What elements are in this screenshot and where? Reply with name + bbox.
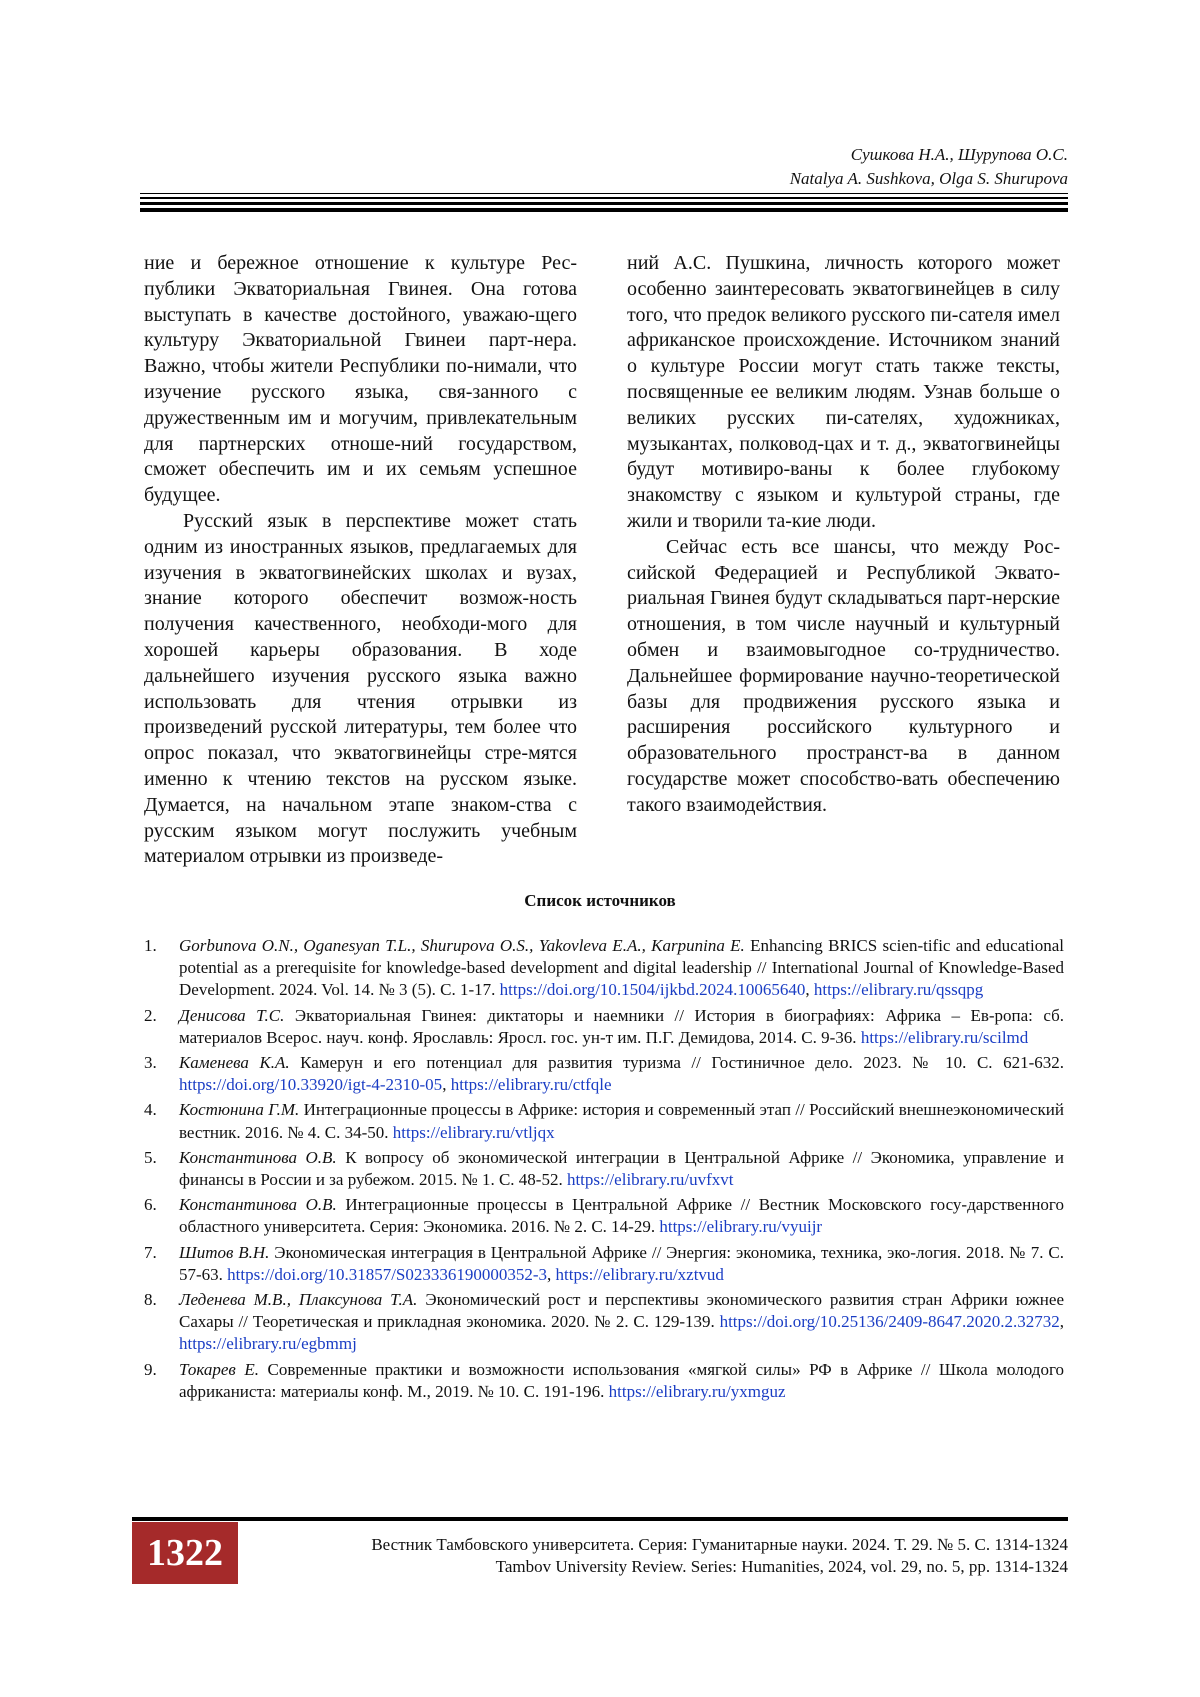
reference-number: 4.	[144, 1100, 157, 1120]
reference-item	[144, 935, 1064, 1002]
reference-text: Экономический рост и перспективы экономического развития стран Африки южнее Сахары // Теоретическая и прикладная экономика. 2020. № 2. С. 129-139.	[179, 1290, 1064, 1332]
reference-separator: ,	[442, 1075, 451, 1095]
reference-item	[144, 1242, 1064, 1286]
journal-en: Tambov University Review. Series: Humanities, 2024, vol. 29, no. 5, pp. 1314-1324	[495, 1557, 1068, 1576]
reference-text: Экваториальная Гвинея: диктаторы и наемники // История в биографиях: Африка – Ев-ропа: сб. материалов Всерос. науч. конф. Ярославль: Яросл. гос. ун-т им. П.Г. Демидова, 2014. С. 9-36.	[179, 1005, 1064, 1047]
reference-item	[144, 1147, 1064, 1191]
reference-link[interactable]: https://doi.org/10.1504/ijkbd.2024.10065640	[499, 980, 806, 1000]
reference-author: Леденева М.В., Плаксунова Т.А.	[179, 1290, 418, 1310]
reference-text: Enhancing BRICS scien-tific and educational potential as a prerequisite for knowledge-based development and digital leadership // International Journal of Knowledge-Based Development. 2024. Vol. 14. № 3 (5). С. 1-17.	[179, 936, 1064, 1000]
reference-item	[144, 1005, 1064, 1049]
reference-text: Экономическая интеграция в Центральной Африке // Энергия: экономика, техника, эко-логия. 2018. № 7. С. 57-63.	[179, 1242, 1064, 1284]
left-column	[144, 251, 577, 870]
body-paragraph: Русский язык в перспективе может стать одним из иностранных языков, предлагаемых для изучения в экватогвинейских школах и вузах, знание которого обеспечит возмож-ность получения качественного, необходи-мого для хорошей карьеры образования. В ходе дальнейшего изучения русского языка важно использовать для чтения отрывки из произведений русской литературы, тем более что опрос показал, что экватогвинейцы стре-мятся именно к чтению текстов на русском языке. Думается, на начальном этапе знаком-ства с русским языком могут послужить учебным материалом отрывки из произведе-	[144, 509, 577, 868]
reference-author: Константинова О.В.	[179, 1147, 337, 1167]
reference-item	[144, 1359, 1064, 1403]
reference-separator: ,	[1059, 1312, 1064, 1332]
reference-text: Интеграционные процессы в Центральной Африке // Вестник Московского госу-дарственного областного университета. Серия: Экономика. 2016. № 2. С. 14-29.	[179, 1195, 1064, 1237]
reference-text: Камерун и его потенциал для развития туризма // Гостиничное дело. 2023. № 10. С. 621-632.	[289, 1053, 1064, 1073]
reference-author: Константинова О.В.	[179, 1195, 337, 1215]
body-paragraph: ние и бережное отношение к культуре Рес-публики Экваториальная Гвинея. Она готова выступать в качестве достойного, уважаю-щего культуру Экваториальной Гвинеи парт-нера. Важно, чтобы жители Республики по-нимали, что изучение русского языка, свя-занного с дружественным им и могучим, привлекательным для партнерских отноше-ний государством, сможет обеспечить им и их семьям успешное будущее.	[144, 252, 577, 507]
header-authors-en: Natalya A. Sushkova, Olga S. Shurupova	[789, 169, 1068, 188]
reference-number: 9.	[144, 1359, 157, 1379]
header-authors-ru: Сушкова Н.А., Шурупова О.С.	[850, 145, 1068, 164]
reference-link[interactable]: https://elibrary.ru/egbmmj	[179, 1334, 357, 1354]
page-number: 1322	[132, 1522, 238, 1584]
footer-rule	[132, 1517, 1068, 1521]
running-header	[790, 143, 1068, 191]
references-title: Список источников	[524, 891, 676, 910]
reference-text: К вопросу об экономической интеграции в Центральной Африке // Экономика, управление и финансы в России и за рубежом. 2015. № 1. С. 48-52.	[179, 1147, 1064, 1190]
reference-item	[144, 1099, 1064, 1143]
references-list	[144, 935, 1064, 1406]
reference-link[interactable]: https://elibrary.ru/scilmd	[860, 1027, 1029, 1047]
reference-link[interactable]: https://elibrary.ru/xztvud	[555, 1264, 724, 1284]
right-column	[627, 251, 1060, 819]
reference-item	[144, 1289, 1064, 1356]
reference-link[interactable]: https://doi.org/10.33920/igt-4-2310-05	[179, 1075, 443, 1095]
reference-author: Gorbunova O.N., Oganesyan T.L., Shurupova O.S., Yakovleva E.A., Karpunina E.	[179, 936, 745, 955]
footer-journal	[371, 1534, 1068, 1578]
reference-link[interactable]: https://elibrary.ru/uvfxvt	[566, 1170, 734, 1190]
reference-separator: ,	[805, 980, 814, 1000]
reference-text: Интеграционные процессы в Африке: история и современный этап // Российский внешнеэкономический вестник. 2016. № 4. С. 34-50.	[179, 1100, 1065, 1142]
reference-author: Шитов В.Н.	[179, 1242, 270, 1262]
reference-number: 2.	[144, 1005, 157, 1025]
reference-number: 7.	[144, 1242, 157, 1262]
reference-item	[144, 1052, 1064, 1096]
journal-ru: Вестник Тамбовского университета. Серия: Гуманитарные науки. 2024. Т. 29. № 5. С. 1314-1324	[371, 1535, 1068, 1554]
reference-number: 1.	[144, 936, 157, 955]
reference-separator: ,	[547, 1264, 556, 1284]
reference-author: Денисова Т.С.	[179, 1005, 285, 1025]
reference-link[interactable]: https://elibrary.ru/vtljqx	[392, 1122, 555, 1142]
reference-link[interactable]: https://elibrary.ru/vyuijr	[659, 1217, 823, 1237]
body-paragraph: Сейчас есть все шансы, что между Рос-сийской Федерацией и Республикой Эквато-риальная Гвинея будут складываться парт-нерские отношения, в том числе научный и культурный обмен и взаимовыгодное со-трудничество. Дальнейшее формирование научно-теоретической базы для продвижения русского языка и расширения российского культурного и образовательного пространст-ва в данном государстве может способство-вать обеспечению такого взаимодействия.	[627, 535, 1060, 816]
body-paragraph: ний А.С. Пушкина, личность которого может особенно заинтересовать экватогвинейцев в силу того, что предок великого русского пи-сателя имел африканское происхождение. Источником знаний о культуре России могут стать также тексты, посвященные ее великим людям. Узнав больше о великих русских пи-сателях, художниках, музыкантах, полковод-цах и т. д., экватогвинейцы будут мотивиро-ваны к более глубокому знакомству с языком и культурой страны, где жили и творили та-кие люди.	[627, 252, 1060, 532]
reference-link[interactable]: https://doi.org/10.31857/S023336190000352-3	[227, 1264, 548, 1284]
reference-author: Костюнина Г.М.	[179, 1100, 300, 1120]
reference-number: 6.	[144, 1195, 157, 1215]
reference-link[interactable]: https://elibrary.ru/qssqpg	[813, 980, 984, 1000]
reference-number: 8.	[144, 1290, 157, 1310]
reference-link[interactable]: https://doi.org/10.25136/2409-8647.2020.2.32732	[719, 1312, 1060, 1332]
reference-link[interactable]: https://elibrary.ru/yxmguz	[608, 1381, 786, 1401]
reference-number: 3.	[144, 1053, 157, 1073]
reference-item	[144, 1194, 1064, 1238]
reference-author: Каменева К.А.	[179, 1053, 290, 1073]
header-rules	[140, 193, 1068, 215]
reference-number: 5.	[144, 1147, 157, 1167]
reference-link[interactable]: https://elibrary.ru/ctfqle	[450, 1075, 612, 1095]
reference-text: Современные практики и возможности использования «мягкой силы» РФ в Африке // Школа молодого африканиста: материалы конф. М., 2019. № 10. С. 191-196.	[179, 1359, 1065, 1401]
reference-author: Токарев Е.	[179, 1359, 259, 1379]
